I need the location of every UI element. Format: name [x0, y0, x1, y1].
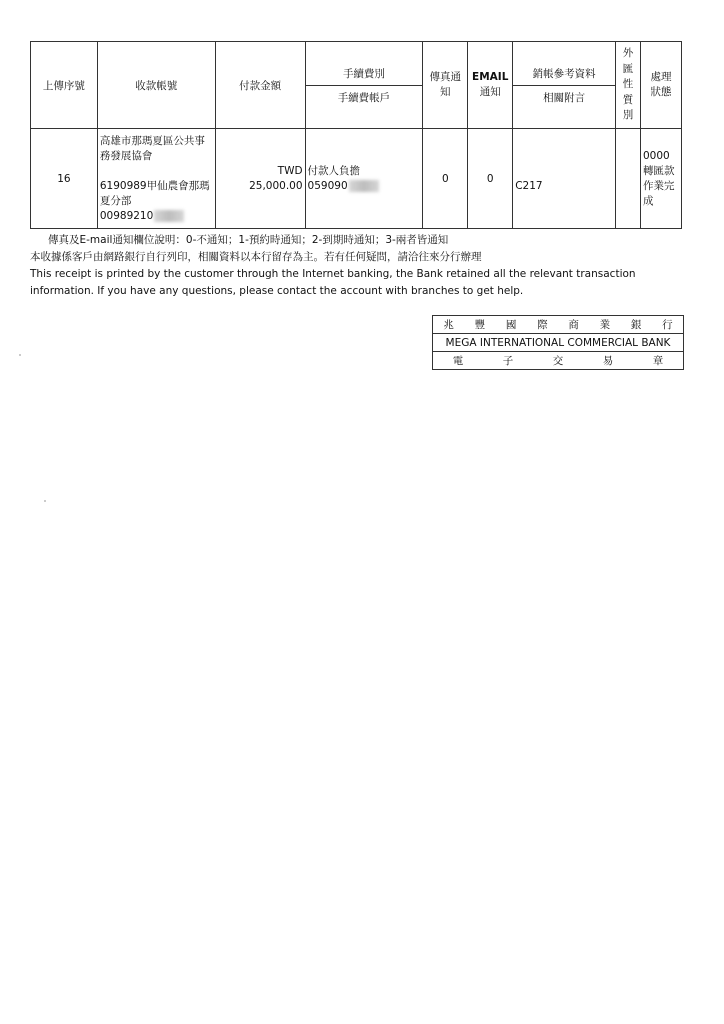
header-forex-char: 性: [622, 78, 634, 91]
row-status-line: 轉匯款: [642, 164, 675, 177]
header-reference: [513, 42, 616, 129]
notify-legend: 傳真及E-mail通知欄位說明：0-不通知；1-預約時通知；2-到期時通知；3-兩者皆通知: [48, 234, 449, 246]
seal-char: 交: [552, 355, 564, 367]
row-status: [640, 129, 681, 229]
row-seq: 16: [31, 129, 98, 229]
seal-char: 電: [452, 355, 464, 367]
header-forex-char: 外: [622, 47, 634, 60]
row-forex-type: [616, 129, 641, 229]
seal-char: 際: [537, 319, 548, 331]
row-amount-value: 25,000.00: [249, 179, 303, 192]
row-payee-account: [97, 129, 215, 229]
receipt-notes: [30, 232, 690, 300]
redacted-mask: [154, 210, 184, 222]
header-memo: 相關附言: [543, 91, 586, 104]
header-fee-account: 手續費帳戶: [337, 91, 391, 104]
payee-name-line2: 務發展協會: [99, 149, 153, 162]
seal-char: 行: [662, 319, 673, 331]
payee-bank-line2: 夏分部: [99, 194, 132, 207]
seal-char: 兆: [443, 319, 454, 331]
header-status-line2: 狀態: [650, 86, 672, 98]
payee-account-number: 00989210: [99, 209, 154, 222]
e-transaction-seal: [433, 352, 683, 369]
en-disclaimer: This receipt is printed by the customer through the Internet banking, the Bank retained all the relevant transaction information. If you have any questions, please contact the account with branches to get help.: [30, 268, 636, 297]
header-forex-char: 質: [622, 93, 634, 106]
header-status-line1: 處理: [650, 71, 672, 83]
header-account: 收款帳號: [97, 42, 215, 129]
header-amount: 付款金額: [215, 42, 305, 129]
header-email-notify-line2: 通知: [479, 86, 501, 98]
seal-char: 豐: [474, 319, 486, 331]
header-fax-notify-line1: 傳真通: [429, 71, 462, 83]
header-seq: 上傳序號: [31, 42, 98, 129]
header-forex-char: 別: [622, 109, 634, 122]
scan-speck: [19, 354, 21, 356]
header-forex-type: [616, 42, 641, 129]
payee-name-line1: 高雄市那瑪夏區公共事: [99, 134, 205, 147]
row-memo: C217: [513, 129, 616, 229]
row-fee-account: 059090: [307, 179, 348, 192]
seal-char: 易: [602, 355, 614, 367]
bank-name-zh: [433, 316, 683, 334]
row-fax-notify: 0: [423, 129, 468, 229]
seal-char: 章: [652, 355, 664, 367]
header-row: [31, 42, 682, 129]
table-row: [31, 129, 682, 229]
row-status-line: 作業完: [642, 179, 675, 192]
zh-disclaimer: 本收據係客戶由網路銀行自行列印，相關資料以本行留存為主。若有任何疑問，請洽往來分行辦理: [30, 251, 482, 263]
header-reference-data: 銷帳參考資料: [513, 62, 615, 86]
row-status-line: 成: [642, 194, 654, 207]
seal-char: 商: [568, 319, 579, 331]
row-fee-type: 付款人負擔: [307, 164, 361, 177]
seal-char: 銀: [630, 319, 642, 331]
row-amount: [215, 129, 305, 229]
row-email-notify: 0: [468, 129, 513, 229]
seal-char: 國: [505, 319, 517, 331]
header-email-notify-line1: EMAIL: [472, 71, 509, 83]
row-currency: TWD: [277, 164, 303, 177]
receipt-table: [30, 41, 682, 229]
row-fee: [305, 129, 423, 229]
header-email-notify: [468, 42, 513, 129]
header-forex-char: 匯: [622, 62, 634, 75]
bank-seal: [432, 315, 684, 370]
payee-bank-line1: 6190989甲仙農會那瑪: [99, 179, 210, 192]
redacted-mask: [349, 180, 379, 192]
header-fax-notify-line2: 知: [440, 86, 451, 98]
seal-char: 子: [502, 355, 514, 367]
header-fax-notify: [423, 42, 468, 129]
bank-name-en: MEGA INTERNATIONAL COMMERCIAL BANK: [433, 334, 683, 352]
scan-speck: [44, 500, 46, 502]
seal-char: 業: [599, 319, 611, 331]
header-fee: [305, 42, 423, 129]
row-status-code: 0000: [642, 149, 670, 162]
header-fee-type: 手續費別: [306, 62, 423, 86]
header-status: [640, 42, 681, 129]
